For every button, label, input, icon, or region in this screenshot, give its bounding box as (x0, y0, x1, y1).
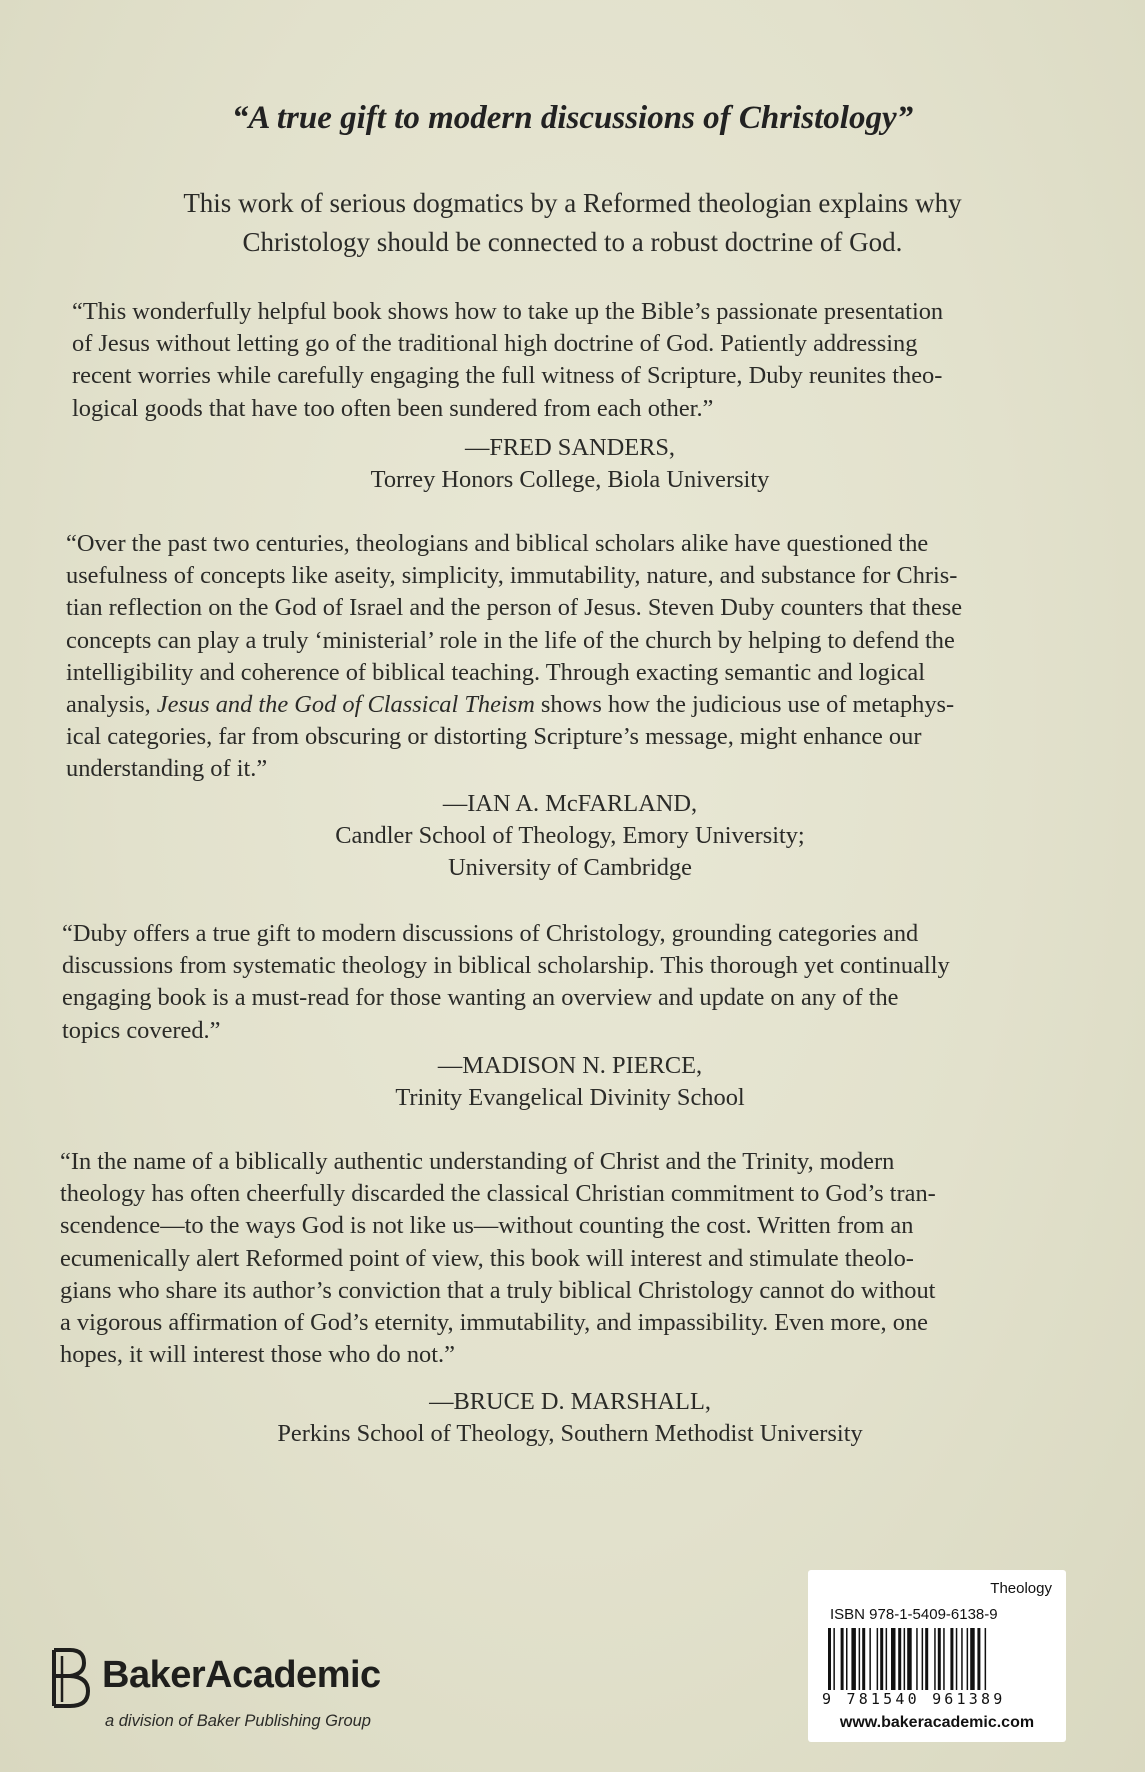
barcode-bar (880, 1628, 883, 1690)
blurb-line: “Duby offers a true gift to modern discussions of Christology, grounding categories and (62, 920, 919, 947)
blurb-line: ical categories, far from obscuring or distorting Scripture’s message, might enhance our (66, 723, 922, 751)
barcode-bar (938, 1628, 941, 1690)
blurb-line: topics covered.” (62, 1016, 221, 1044)
blurb-line: “In the name of a biblically authentic understanding of Christ and the Trinity, modern (60, 1148, 895, 1175)
barcode-bar (846, 1628, 848, 1690)
blurb-line: “This wonderfully helpful book shows how to take up the Bible’s passionate presentation (72, 298, 944, 325)
barcode-bar (862, 1628, 865, 1690)
intro-line: Christology should be connected to a robust doctrine of God. (242, 227, 903, 257)
blurb-line: “Over the past two centuries, theologians and biblical scholars alike have questioned the (66, 530, 929, 557)
blurb-line: recent worries while carefully engaging the full witness of Scripture, Duby reunites theo- (72, 362, 943, 390)
barcode-label (808, 1570, 1066, 1742)
blurb-line: understanding of it.” (66, 755, 268, 783)
isbn-text: ISBN 978-1-5409-6138-9 (830, 1606, 998, 1623)
endorser-name: —MADISON N. PIERCE, (437, 1052, 703, 1079)
attribution-sanders (300, 432, 840, 496)
barcode-digits: 9 781540 961389 (822, 1690, 1006, 1708)
barcode-bar (898, 1628, 901, 1690)
blurb-line: engaging book is a must-read for those wanting an overview and update on any of the (62, 984, 899, 1012)
blurb-line: theology has often cheerfully discarded the classical Christian commitment to God’s tran- (60, 1180, 936, 1208)
blurb-line: of Jesus without letting go of the traditional high doctrine of God. Patiently addressing (72, 330, 918, 358)
endorser-affiliation: Perkins School of Theology, Southern Methodist University (277, 1420, 863, 1447)
barcode-bar (859, 1628, 861, 1690)
attribution-marshall (190, 1386, 950, 1450)
endorsement-pierce (62, 918, 1062, 1047)
blurb-line: gians who share its author’s conviction that a truly biblical Christology cannot do without (60, 1276, 936, 1304)
blurb-line: tian reflection on the God of Israel and the person of Jesus. Steven Duby counters that these (66, 594, 963, 622)
publisher-name: BakerAcademic (102, 1654, 381, 1696)
endorsement-mcfarland (66, 528, 1062, 786)
barcode-bar (869, 1628, 871, 1690)
blurb-line: hopes, it will interest those who do not.” (60, 1341, 455, 1369)
endorsement-marshall (60, 1146, 1063, 1371)
publisher-logo (48, 1640, 408, 1750)
endorser-affiliation: University of Cambridge (448, 854, 692, 881)
publisher-subtitle: a division of Baker Publishing Group (105, 1712, 371, 1730)
book-title: Jesus and the God of Classical Theism (156, 691, 535, 719)
blurb-line: scendence—to the ways God is not like us—without counting the cost. Written from an (60, 1212, 914, 1240)
blurb-line-start: analysis, (66, 691, 157, 719)
blurb-line: ecumenically alert Reformed point of view, this book will interest and stimulate theolo- (60, 1244, 914, 1272)
blurb-line: intelligibility and coherence of biblical teaching. Through exacting semantic and logical (66, 658, 926, 686)
barcode-bars (828, 1628, 1048, 1690)
barcode-bar (950, 1628, 953, 1690)
barcode-bar (851, 1628, 856, 1690)
endorser-name: —FRED SANDERS, (464, 434, 676, 461)
blurb-line: logical goods that have too often been sundered from each other.” (72, 394, 714, 422)
endorser-affiliation: Candler School of Theology, Emory University; (335, 822, 805, 849)
barcode-bar (970, 1628, 975, 1690)
blurb-line: concepts can play a truly ‘ministerial’ role in the life of the church by helping to defend the (66, 626, 955, 654)
attribution-mcfarland (250, 788, 890, 884)
attribution-pierce (300, 1050, 840, 1114)
tagline: “A true gift to modern discussions of Christology” (231, 100, 914, 136)
barcode-bar (828, 1628, 831, 1690)
intro-text (120, 184, 1025, 262)
subject-category: Theology (990, 1580, 1052, 1597)
blurb-line (66, 689, 1062, 721)
endorsement-sanders (72, 296, 1062, 425)
baker-b-logo-icon (48, 1646, 96, 1710)
barcode-bar (904, 1628, 906, 1690)
barcode-bar (967, 1628, 969, 1690)
barcode-bar (833, 1628, 835, 1690)
barcode-bar (943, 1628, 945, 1690)
endorser-affiliation: Trinity Evangelical Divinity School (395, 1084, 745, 1111)
publisher-url: www.bakeracademic.com (839, 1714, 1035, 1731)
barcode-bar (877, 1628, 879, 1690)
barcode-bar (907, 1628, 912, 1690)
endorser-name: —IAN A. McFARLAND, (442, 790, 698, 817)
endorser-name: —BRUCE D. MARSHALL, (429, 1388, 711, 1415)
blurb-line: discussions from systematic theology in biblical scholarship. This thorough yet continually (62, 952, 950, 980)
barcode-bar (841, 1628, 844, 1690)
barcode-bar (886, 1628, 888, 1690)
intro-line: This work of serious dogmatics by a Reformed theologian explains why (183, 188, 962, 218)
barcode-bar (985, 1628, 987, 1690)
barcode-bar (891, 1628, 896, 1690)
barcode-bar (961, 1628, 963, 1690)
blurb-line: a vigorous affirmation of God’s eternity, immutability, and impassibility. Even more, one (60, 1309, 928, 1337)
endorser-affiliation: Torrey Honors College, Biola University (370, 466, 770, 493)
barcode-bar (916, 1628, 918, 1690)
barcode-bar (922, 1628, 924, 1690)
barcode-bar (934, 1628, 936, 1690)
barcode-bar (925, 1628, 928, 1690)
blurb-line-end: shows how the judicious use of metaphys- (534, 691, 955, 719)
barcode-bar (977, 1628, 980, 1690)
barcode-bar (956, 1628, 958, 1690)
blurb-line: usefulness of concepts like aseity, simplicity, immutability, nature, and substance for Chris- (66, 562, 958, 590)
